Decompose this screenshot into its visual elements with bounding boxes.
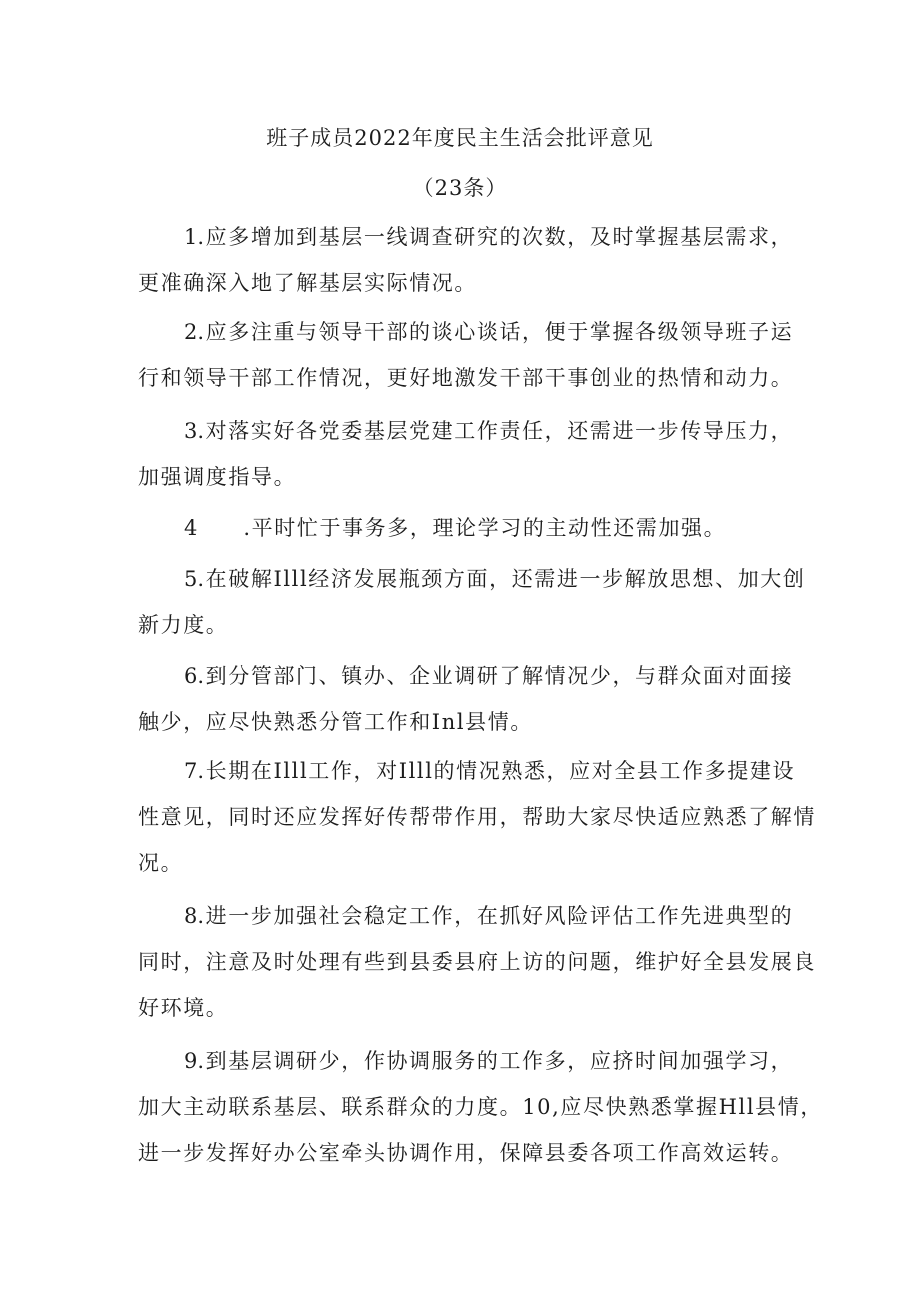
paragraph-4 [138,505,798,551]
paragraph-line: 况。 [138,851,184,875]
paragraph-number: 1 [184,225,198,249]
paragraph-line: 触少，应尽快熟悉分管工作和Inl县情。 [138,710,533,734]
paragraph-number: 3 [184,419,198,443]
paragraph-line: 加大主动联系基层、联系群众的力度。10,应尽快熟悉掌握Hll县情， [138,1095,823,1119]
paragraph-line: .长期在Illl工作，对Illl的情况熟悉，应对全县工作多提建设 [197,759,796,783]
paragraph-7 [138,748,816,886]
document-subtitle: （23条） [412,176,508,200]
paragraph-line: 更准确深入地了解基层实际情况。 [138,271,477,295]
paragraph-number: 6 [184,664,198,688]
paragraph-8 [138,893,816,1031]
paragraph-number: 4 [184,516,198,540]
paragraph-5 [138,556,806,648]
paragraph-9 [138,1038,823,1176]
paragraph-line: .到基层调研少，作协调服务的工作多，应挤时间加强学习， [197,1049,794,1073]
paragraph-line: .平时忙于事务多，理论学习的主动性还需加强。 [243,516,727,540]
paragraph-number: 2 [184,320,198,344]
paragraph-number: 8 [184,904,198,928]
paragraph-line: 进一步发挥好办公室牵头协调作用，保障县委各项工作高效运转。 [138,1141,794,1165]
paragraph-line: 新力度。 [138,613,229,637]
paragraph-number: 9 [184,1049,198,1073]
paragraph-line: 性意见，同时还应发挥好传帮带作用，帮助大家尽快适应熟悉了解情 [138,805,816,829]
paragraph-line: .应多增加到基层一线调查研究的次数，及时掌握基层需求， [197,225,794,249]
document-title: 班子成员2022年度民主生活会批评意见 [266,126,654,150]
paragraph-line: 同时，注意及时处理有些到县委县府上访的问题，维护好全县发展良 [138,950,816,974]
paragraph-line: .在破解Illl经济发展瓶颈方面，还需进一步解放思想、加大创 [197,567,806,591]
paragraph-line: .到分管部门、镇办、企业调研了解情况少，与群众面对面接 [197,664,794,688]
paragraph-line: 加强调度指导。 [138,465,297,489]
paragraph-line: 好环境。 [138,996,229,1020]
paragraph-line: .进一步加强社会稳定工作，在抓好风险评估工作先进典型的 [197,904,794,928]
paragraph-1 [138,214,798,306]
paragraph-number: 5 [184,567,198,591]
paragraph-line: .对落实好各党委基层党建工作责任，还需进一步传导压力， [197,419,794,443]
paragraph-number: 7 [184,759,198,783]
paragraph-line: .应多注重与领导干部的谈心谈话，便于掌握各级领导班子运 [197,320,794,344]
paragraph-3 [138,408,798,500]
paragraph-line: 行和领导干部工作情况，更好地激发干部干事创业的热情和动力。 [138,366,794,390]
paragraph-6 [138,653,798,745]
paragraph-2 [138,309,798,401]
